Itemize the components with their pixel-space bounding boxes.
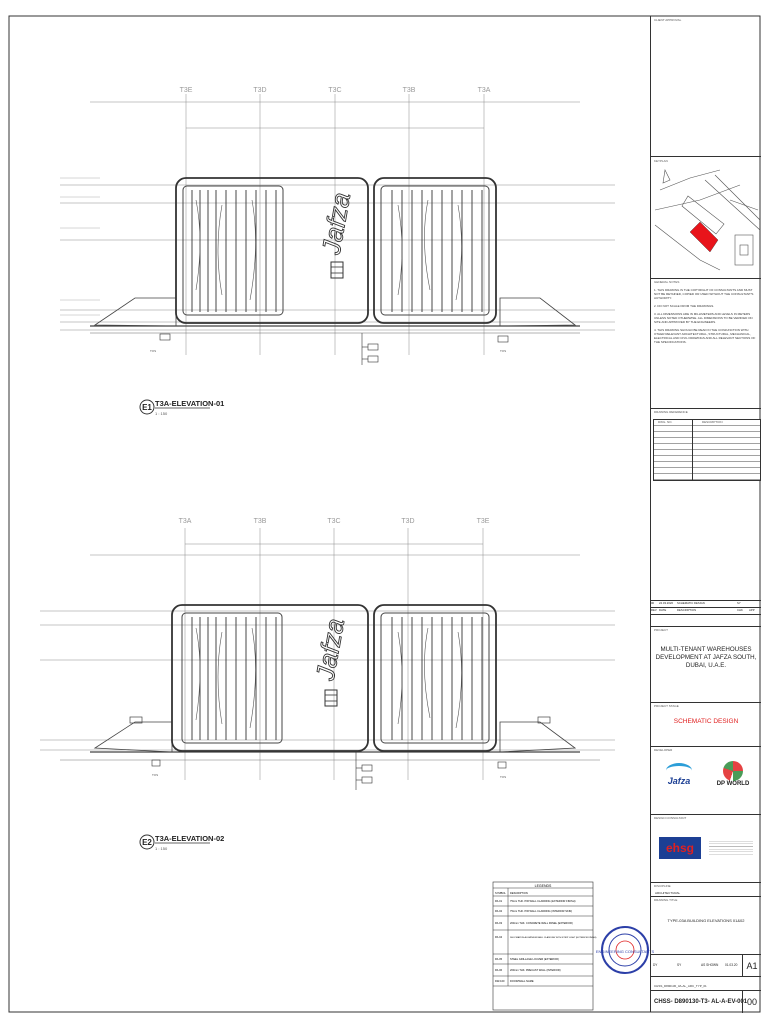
sheet-border	[9, 16, 760, 1012]
drawing-title-label: DRAWING TITLE	[654, 898, 678, 902]
developer-box	[651, 746, 761, 814]
discipline-label: DISCIPLINE	[654, 884, 671, 888]
grid-label: T3A	[178, 518, 192, 525]
reference-table	[653, 419, 761, 481]
consultant-address	[709, 839, 753, 855]
elevation-scale: 1 : 150	[155, 411, 168, 416]
consultant-logo: ehsg	[659, 837, 701, 859]
note-item: 1. THIS DRAWING IS THE COPYRIGHT OF CONSULTANTS AND MUST NOT BE RETAINED, COPIED OR USED WITHOUT THE CONSULTANT'S AUTHORITY.	[654, 288, 754, 300]
revision-cell: SY	[737, 601, 741, 605]
revision-header: CHK	[737, 608, 743, 612]
note-item: 4. THIS DRAWING SHOULD BE READ IN THE CONJUNCTION WITH OTHER RELEVANT ARCHITECTURAL, STRUCTURAL, MECHANICAL, ELECTRICAL AND CIVIL DRAWINGS AND ALL RELEVANT SECTIONS OF THE SPECIFICATIONS.	[654, 328, 756, 344]
legend-description: 200mm THK. CONCRETE WALL PANEL (EXTERIOR)	[510, 922, 573, 925]
revision-header: APP	[749, 608, 755, 612]
checked-by: SY	[677, 963, 682, 967]
elevation-marker-label: E1	[142, 403, 152, 412]
revision-table	[651, 600, 761, 626]
stage-label: PROJECT STAGE	[654, 704, 679, 708]
revision-header: REV	[651, 608, 657, 612]
drawn-by: DY	[653, 963, 658, 967]
drawing-date: 01.03.20	[725, 963, 738, 967]
consultant-stamp	[596, 927, 655, 973]
elevation-scale: 1 : 150	[155, 846, 168, 851]
legend-symbol: PA-02	[495, 910, 503, 913]
level-tag: TOS	[500, 349, 507, 353]
legend-symbol: PA-04	[495, 936, 503, 939]
drawing-title: TYPE-03A BUILDING ELEVATIONS 01&02	[667, 918, 745, 923]
discipline-value: ARCHITECTURAL	[655, 891, 681, 895]
jafza-wordmark: Jafza	[315, 190, 357, 257]
grid-label: T3C	[327, 518, 341, 525]
legend-description: 200mm THK. PRECAST WALL (INTERIOR)	[510, 969, 561, 972]
elevation-marker-label: E2	[142, 838, 152, 847]
drawing-title-box	[651, 896, 761, 954]
cad-file-box	[651, 976, 761, 990]
grid-label: T3C	[328, 87, 342, 94]
elevation-1	[60, 87, 615, 416]
legend-symbol: PA-03	[495, 922, 503, 925]
grid-label: T3E	[179, 87, 193, 94]
dpworld-logo	[711, 761, 755, 801]
dpworld-logo-text: DP WORLD	[716, 781, 750, 787]
legend-table	[493, 882, 597, 1010]
project-stage: SCHEMATIC DESIGN	[673, 718, 739, 725]
elevation-2	[40, 518, 615, 851]
keyplan-box	[651, 156, 761, 278]
elevation-title: T3A-ELEVATION-01	[155, 399, 225, 408]
legend-symbol: PA-01	[495, 900, 503, 903]
jafza-logo-text: Jafza	[667, 776, 691, 786]
grid-label: T3D	[401, 518, 415, 525]
legend-header: DESCRIPTION	[510, 892, 528, 895]
revision-cell	[721, 601, 737, 607]
legend-symbol: DW-100	[495, 980, 505, 983]
keyplan-label: KEYPLAN	[654, 159, 668, 163]
sheet-size: A1	[742, 955, 761, 977]
discipline-box	[651, 882, 761, 896]
revision-cell: SCHEMATIC DESIGN	[677, 601, 705, 605]
legend-symbol: PA-05	[495, 958, 503, 961]
drawing-number: CHSS- D890130-T3- AL-A-EV-001	[654, 999, 748, 1005]
legend-description: 75mm THK. PIR WALL CLADDING (INTERIOR SKIN)	[510, 910, 573, 913]
stage-box	[651, 702, 761, 746]
revision-number: 00	[742, 991, 761, 1013]
revision-header: DATE	[659, 608, 667, 612]
drawing-info-row	[651, 954, 761, 976]
drawing-reference-label: DRAWING REFERENCE	[654, 410, 688, 414]
revision-header	[721, 608, 737, 614]
grid-label: T3E	[476, 518, 490, 525]
note-item: 2. DO NOT SCALE FROM THE DRAWINGS.	[654, 304, 715, 308]
consultant-box	[651, 814, 761, 882]
jafza-wordmark: Jafza	[309, 616, 351, 683]
project-label: PROJECT	[654, 628, 669, 632]
level-tag: TOS	[500, 775, 507, 779]
reference-header: DWG. NO.	[658, 420, 673, 424]
client-approval-box	[651, 16, 761, 156]
revision-cell	[749, 601, 761, 607]
general-notes-box	[651, 278, 761, 408]
client-approval-label: CLIENT APPROVAL	[654, 18, 682, 22]
reference-header: DESCRIPTION	[702, 420, 723, 424]
grid-label: T3A	[477, 87, 491, 94]
drawing-scale: AS SHOWN	[701, 963, 719, 967]
legend-description: DOOR/WALL NAME	[510, 980, 534, 983]
drawing-number-box	[651, 990, 761, 1012]
note-item: 3. ALL DIMENSIONS ARE IN MILLIMETERS AND LEVELS IN METERS UNLESS NOTED OTHERWISE. ALL DIMENSIONS TO BE VERIFIED ON SITE AND APPROVED BY THE ENGINEERS.	[654, 312, 753, 324]
level-tag: TOS	[152, 773, 159, 777]
revision-header: DESCRIPTION	[677, 608, 697, 612]
legend-description: 75mm THK. PIR WALL CLADDING (EXTERIOR FINISH)	[510, 900, 576, 903]
project-name: MULTI-TENANT WAREHOUSES DEVELOPMENT AT JAFZA SOUTH, DUBAI, U.A.E.	[655, 646, 757, 669]
legend-description: STEEL GRILLAGE LOUVER (EXTERIOR)	[510, 958, 559, 961]
project-box	[651, 626, 761, 702]
consultant-label: DESIGN CONSULTANT	[654, 816, 687, 820]
legend-description: DECORATIVE ALUMINIUM WALL CLADDING WITH STRIP LIGHT (EXTERIOR FINISH)	[510, 937, 597, 939]
general-notes-label: GENERAL NOTES	[654, 280, 680, 284]
title-block	[650, 16, 761, 1012]
legend-symbol: PA-06	[495, 969, 503, 972]
level-tag: TOS	[150, 349, 157, 353]
grid-label: T3B	[402, 87, 416, 94]
jafza-logo	[659, 761, 699, 801]
cad-file: CHSS_D890130_3A-AL_ARC_TYP_01	[654, 984, 707, 988]
legend-title: LEGENDS	[534, 884, 552, 888]
drawing-reference-box	[651, 408, 761, 600]
elevation-title: T3A-ELEVATION-02	[155, 834, 225, 843]
stamp-text: ENGINEERING CONSULTANTS	[595, 949, 655, 954]
revision-cell: 00	[651, 601, 655, 605]
developer-label: DEVELOPER	[654, 748, 673, 752]
revision-cell: 24.03.2020	[659, 601, 673, 605]
legend-header: SYMBOL	[495, 892, 506, 895]
grid-label: T3B	[253, 518, 267, 525]
grid-label: T3D	[253, 87, 267, 94]
